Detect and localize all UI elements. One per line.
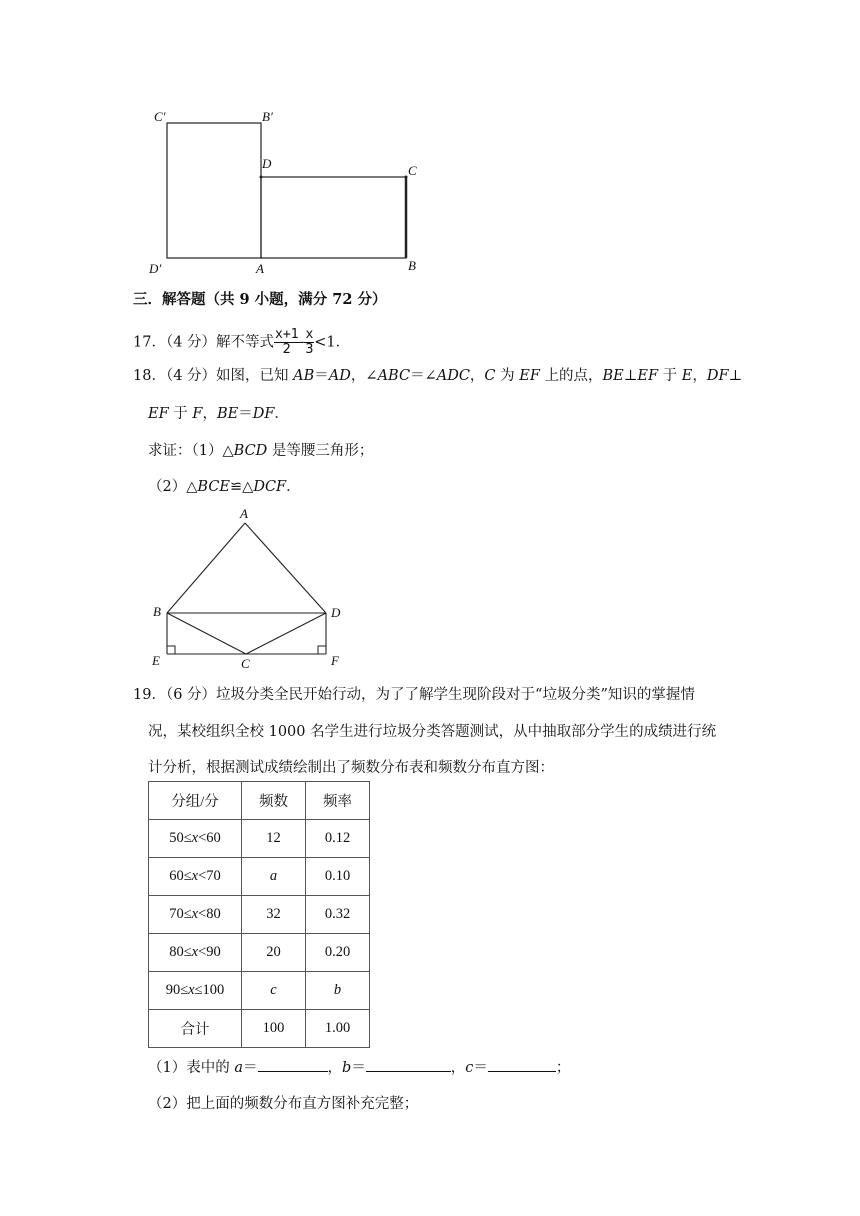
fraction-2: $\frac{x}{3}$ xyxy=(305,327,314,357)
cell-count: a xyxy=(242,858,306,896)
header-count: 频数 xyxy=(242,782,306,820)
section-heading: 三．解答题（共 9 小题，满分 72 分） xyxy=(133,291,387,308)
label-c: C xyxy=(408,163,417,178)
cell-group: 90≤x≤100 xyxy=(149,972,242,1010)
header-freq: 频率 xyxy=(306,782,370,820)
table-total-row xyxy=(149,1010,370,1048)
q17-prefix: 17．（4 分）解不等式 xyxy=(133,334,275,351)
answer-blank-a[interactable] xyxy=(258,1057,328,1072)
cell-freq: 0.12 xyxy=(306,820,370,858)
table-row xyxy=(149,972,370,1010)
label-d-prime: D′ xyxy=(149,261,162,276)
table-row xyxy=(149,896,370,934)
q17-suffix: <1． xyxy=(314,334,351,351)
question-17: 17．（4 分）解不等式 $\frac{x+1}{2}$ - $\frac{x}{3}$ <1． xyxy=(133,327,351,357)
label-c: C xyxy=(241,656,250,671)
label-b: B xyxy=(153,604,161,619)
label-c-prime: C′ xyxy=(154,109,166,124)
answer-blank-c[interactable] xyxy=(488,1057,556,1072)
label-b: B xyxy=(408,258,416,273)
cell-freq: 0.32 xyxy=(306,896,370,934)
frequency-table xyxy=(148,781,370,1048)
question-18-proof-2: （2）△BCE≌△DCF． xyxy=(148,479,301,495)
table-row xyxy=(149,858,370,896)
label-a: A xyxy=(240,506,248,521)
label-e: E xyxy=(152,653,160,668)
table-row xyxy=(149,934,370,972)
question-19-line3: 计分析，根据测试成绩绘制出了频数分布表和频数分布直方图： xyxy=(148,760,554,776)
question-19-sub1: （1）表中的 a＝ ，b＝ ，c＝ ； xyxy=(148,1057,570,1078)
figure-rectangles xyxy=(140,100,440,280)
question-18-proof-1: 求证：（1）△BCD 是等腰三角形； xyxy=(148,443,374,459)
table-row xyxy=(149,820,370,858)
table-header-row xyxy=(149,782,370,820)
label-d: D xyxy=(262,156,272,171)
answer-blank-b[interactable] xyxy=(366,1057,451,1072)
cell-group: 70≤x<80 xyxy=(149,896,242,934)
cell-freq: 0.10 xyxy=(306,858,370,896)
cell-total-count: 100 xyxy=(242,1010,306,1048)
header-group: 分组/分 xyxy=(149,782,242,820)
cell-freq: b xyxy=(306,972,370,1010)
cell-freq: 0.20 xyxy=(306,934,370,972)
label-a: A xyxy=(256,261,264,276)
cell-count: c xyxy=(242,972,306,1010)
question-18-line1: 18．（4 分）如图，已知 AB＝AD，∠ABC＝∠ADC，C 为 EF 上的点，BE⊥EF 于 E，DF⊥ xyxy=(133,368,743,384)
cell-total-label: 合计 xyxy=(149,1010,242,1048)
figure-triangle xyxy=(140,500,360,675)
cell-group: 60≤x<70 xyxy=(149,858,242,896)
cell-group: 50≤x<60 xyxy=(149,820,242,858)
cell-count: 20 xyxy=(242,934,306,972)
cell-count: 12 xyxy=(242,820,306,858)
question-19-line2: 况，某校组织全校 1000 名学生进行垃圾分类答题测试，从中抽取部分学生的成绩进行统 xyxy=(148,724,717,740)
label-d: D xyxy=(331,605,341,620)
question-19-sub2: （2）把上面的频数分布直方图补充完整； xyxy=(148,1096,419,1112)
question-19-line1: 19．（6 分）垃圾分类全民开始行动，为了了解学生现阶段对于“垃圾分类”知识的掌握情 xyxy=(133,687,695,703)
cell-count: 32 xyxy=(242,896,306,934)
fraction-1: $\frac{x+1}{2}$ xyxy=(275,327,299,357)
question-18-line2: EF 于 F，BE＝DF． xyxy=(148,406,289,422)
cell-group: 80≤x<90 xyxy=(149,934,242,972)
cell-total-freq: 1.00 xyxy=(306,1010,370,1048)
label-f: F xyxy=(331,653,339,668)
label-b-prime: B′ xyxy=(262,109,273,124)
